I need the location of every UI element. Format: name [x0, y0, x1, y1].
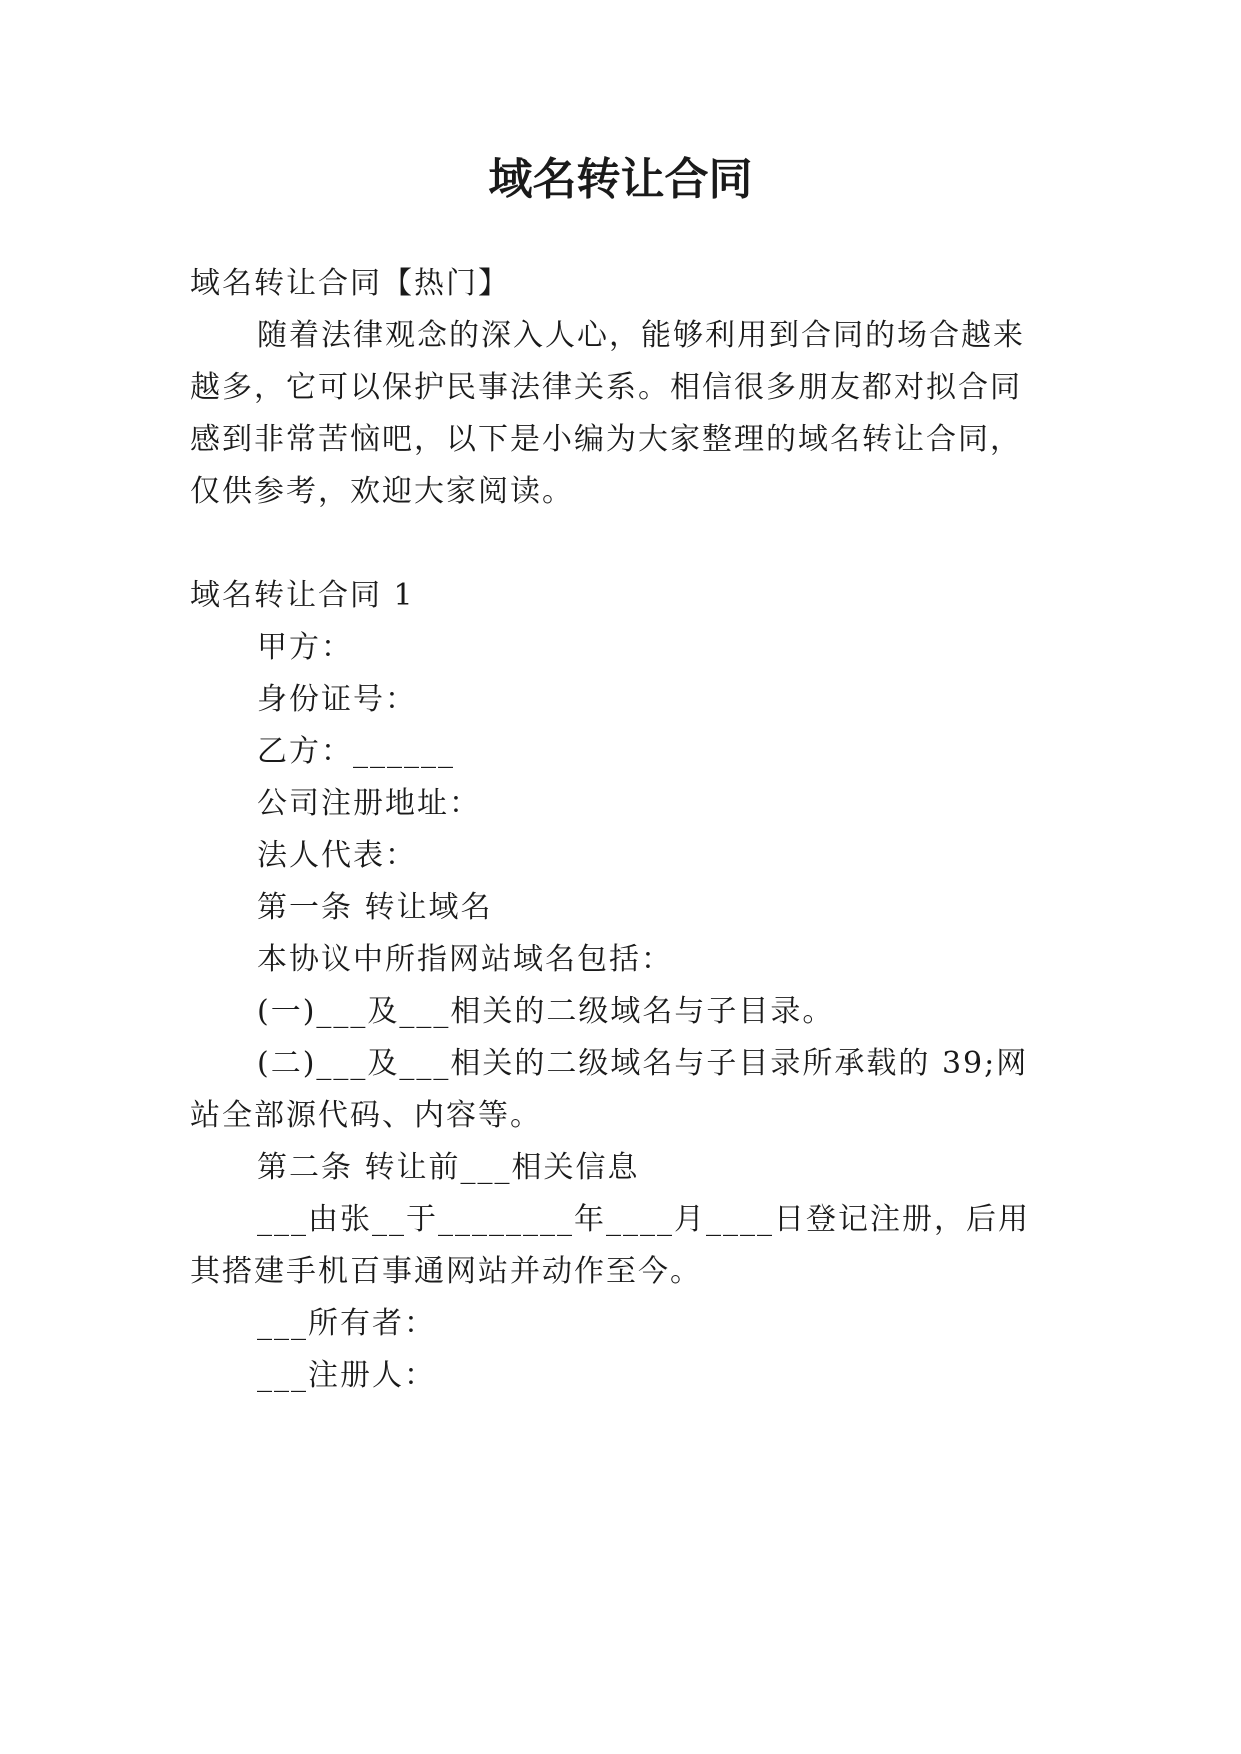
intro-line-3: 感到非常苦恼吧，以下是小编为大家整理的域名转让合同， [190, 422, 1022, 457]
intro-line-1: 随着法律观念的深入人心，能够利用到合同的场合越来 [257, 318, 1025, 353]
party-a-label: 甲方： [257, 630, 353, 665]
owner-label: ___所有者： [257, 1306, 436, 1341]
article-1-title: 第一条 转让域名 [257, 890, 493, 925]
article-2-line-1: ___由张__于________年____月____日登记注册，后用 [257, 1202, 1030, 1237]
article-1-intro: 本协议中所指网站域名包括： [257, 942, 673, 977]
article-1-item-2-line-2: 站全部源代码、内容等。 [190, 1098, 542, 1133]
company-address-label: 公司注册地址： [257, 786, 481, 821]
intro-line-4: 仅供参考，欢迎大家阅读。 [190, 474, 574, 509]
section-heading: 域名转让合同 1 [190, 578, 415, 613]
article-1-item-2-line-1: (二)___及___相关的二级域名与子目录所承载的 39;网 [257, 1046, 1029, 1081]
document-heading: 域名转让合同【热门】 [190, 266, 510, 301]
article-1-item-1: (一)___及___相关的二级域名与子目录。 [257, 994, 835, 1029]
intro-line-2: 越多，它可以保护民事法律关系。相信很多朋友都对拟合同 [190, 370, 1022, 405]
article-2-line-2: 其搭建手机百事通网站并动作至今。 [190, 1254, 702, 1289]
id-number-label: 身份证号： [257, 682, 417, 717]
party-b-label: 乙方：______ [257, 734, 455, 769]
document-title: 域名转让合同 [488, 154, 753, 205]
registrant-label: ___注册人： [257, 1358, 436, 1393]
legal-rep-label: 法人代表： [257, 838, 417, 873]
article-2-title: 第二条 转让前___相关信息 [257, 1150, 640, 1185]
